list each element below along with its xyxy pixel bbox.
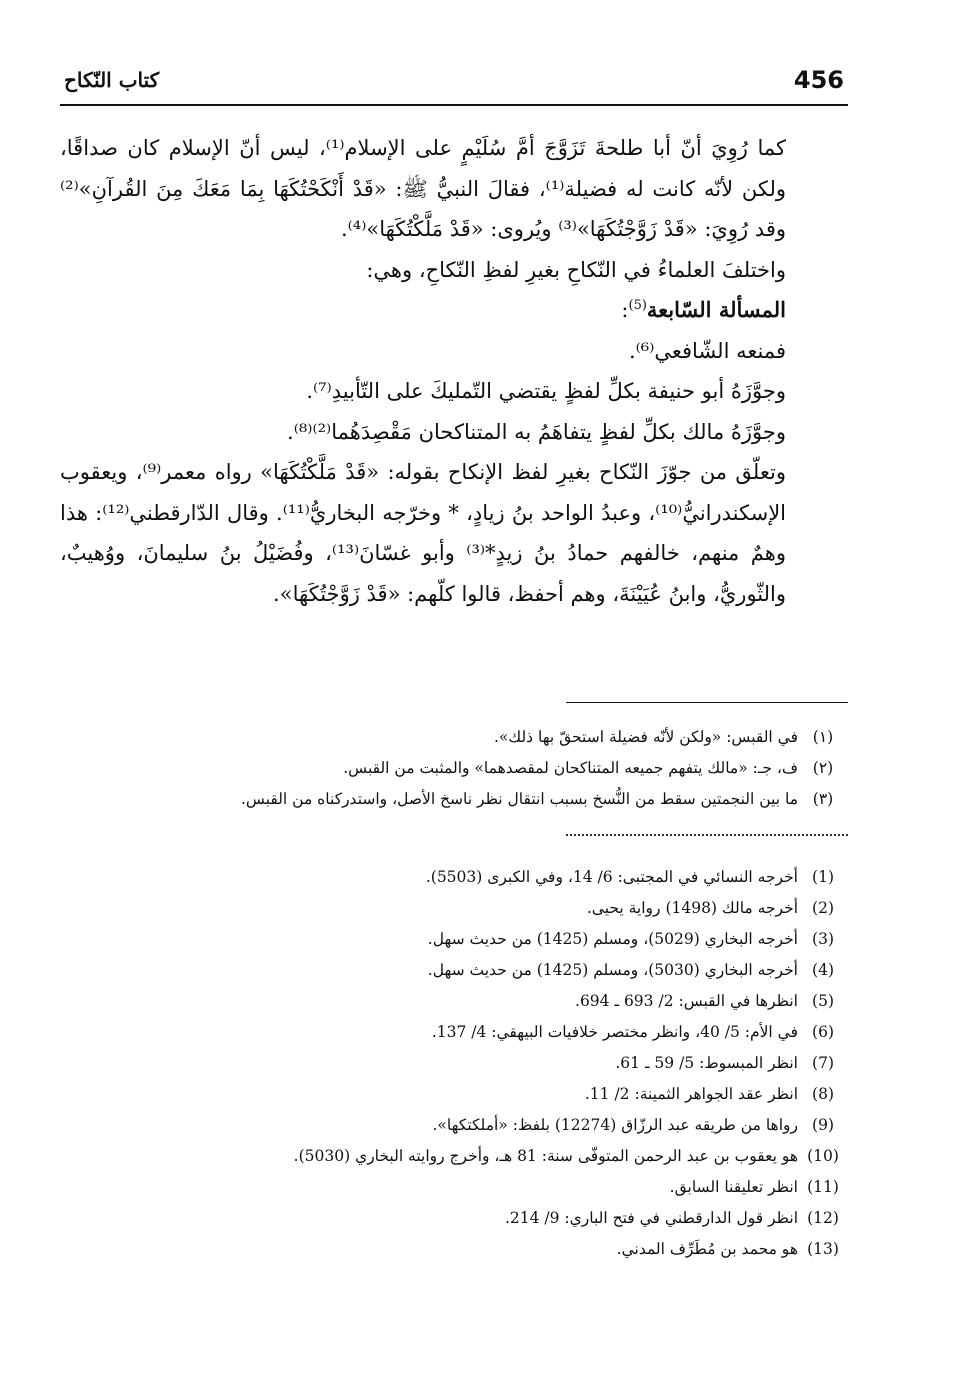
main-text	[60, 128, 848, 614]
footnote-text: انظر قول الدارقطني في فتح الباري: 9/ 214.	[504, 1209, 798, 1227]
footnote	[60, 1234, 848, 1265]
issue-heading-line	[60, 290, 848, 331]
footnote-text: ما بين النجمتين سقط من النُّسخ بسبب انتقال نظر ناسخ الأصل، واستدركناه من القبس.	[240, 790, 798, 808]
footnote	[60, 722, 848, 753]
footnote-text: ف، جـ: «مالك يتفهم جميعه المتناكحان لمقصدهما» والمثبت من القبس.	[343, 759, 798, 777]
footnote	[60, 955, 848, 986]
footnote-text: أخرجه البخاري (5029)، ومسلم (1425) من حديث سهل.	[427, 930, 798, 948]
footnote-text: انظر المبسوط: 5/ 59 ـ 61.	[615, 1054, 798, 1072]
paragraph: فمنعه الشّافعي⁽⁶⁾.	[628, 338, 786, 363]
footnote-text: أخرجه البخاري (5030)، ومسلم (1425) من حديث سهل.	[427, 961, 798, 979]
dotted-separator	[566, 834, 848, 836]
footnote	[60, 893, 848, 924]
footnote-text: انظر عقد الجواهر الثمينة: 2/ 11.	[584, 1085, 798, 1103]
footnote	[60, 986, 848, 1017]
footnote	[60, 1017, 848, 1048]
footnote-number: (5)	[812, 992, 834, 1010]
footnote	[60, 862, 848, 893]
footnote-number: (2)	[812, 899, 834, 917]
page-header	[60, 62, 848, 106]
issue-heading: المسألة السّابعة	[646, 297, 786, 322]
running-title: كتاب النّكاح	[64, 68, 160, 92]
footnote	[60, 1203, 848, 1234]
footnote-text: انظرها في القبس: 2/ 693 ـ 694.	[575, 992, 798, 1010]
footnote-text: أخرجه مالك (1498) رواية يحيى.	[586, 899, 798, 917]
footnote-number: (7)	[812, 1054, 834, 1072]
footnote	[60, 1141, 848, 1172]
footnote	[60, 1048, 848, 1079]
footnote-text: في الأم: 5/ 40، وانظر مختصر خلافيات البيهقي: 4/ 137.	[431, 1023, 798, 1041]
footnote-number: (9)	[812, 1116, 834, 1134]
footnote-number: (6)	[812, 1023, 834, 1041]
footnote-number: (11)	[807, 1178, 839, 1196]
footnote	[60, 1079, 848, 1110]
footnote-text: انظر تعليقنا السابق.	[669, 1178, 798, 1196]
footnote-text: هو يعقوب بن عبد الرحمن المتوفّى سنة: 81 هـ، وأخرج روايته البخاري (5030).	[293, 1147, 798, 1165]
footnote-text: أخرجه النسائي في المجتبى: 6/ 14، وفي الكبرى (5503).	[425, 868, 798, 886]
footnote-number: (8)	[812, 1085, 834, 1103]
footnote-number: (٢)	[812, 759, 834, 777]
footnote-number: (1)	[812, 868, 834, 886]
footnote	[60, 753, 848, 784]
footnote-number: (12)	[807, 1209, 839, 1227]
footnote-text: في القبس: «ولكن لأنّه فضيلة استحقّ بها ذلك».	[493, 728, 798, 746]
paragraph: وتعلّق من جوّزَ النّكاح بغيرِ لفظ الإنكاح بقوله: «قَدْ مَلَّكْتُكَهَا» رواه معمر⁽⁹⁾، ويعقوب الإسكندرانيُّ⁽¹⁰⁾، وعبدُ الواحد بنُ زيادٍ، * وخرّجه البخاريُّ⁽¹¹⁾. وقال الدّارقطني⁽¹²⁾: هذا وهمٌ منهم، خالفهم حمادُ بنُ زيدٍ*⁽³⁾ وأبو غسّانَ⁽¹³⁾، وفُضَيْلُ بنُ سليمانَ، ووُهيبٌ، والثّوريُّ، وابنُ عُيَيْنَةَ، وهم أحفظ، قالوا كلّهم: «قَدْ زَوَّجْتُكَهَا».	[60, 460, 787, 606]
footnote-number: (٣)	[812, 790, 834, 808]
footnote-number: (١)	[812, 728, 834, 746]
paragraph: كما رُوِيَ أنّ أبا طلحةَ تَزَوَّجَ أمَّ سُلَيْمٍ على الإسلام⁽¹⁾، ليس أنّ الإسلام كان صداقًا، ولكن لأنّه كانت له فضيلة⁽¹⁾، فقالَ النبيُّ ﷺ: «قَدْ أَنْكَحْتُكَهَا بِمَا مَعَكَ مِنَ القُرآنِ»⁽²⁾ وقد رُوِيَ: «قَدْ زَوَّجْتُكَهَا»⁽³⁾ ويُروى: «قَدْ مَلَّكْتُكَهَا»⁽⁴⁾.	[60, 136, 786, 241]
footnote-text: رواها من طريقه عبد الرزّاق (12274) بلفظ: «أملكتكها».	[432, 1116, 798, 1134]
heading-colon: :	[621, 298, 629, 322]
critical-notes	[60, 722, 848, 815]
footnote-marker: (5)	[628, 298, 647, 313]
page-number: 456	[793, 66, 844, 94]
footnote-separator	[566, 702, 848, 703]
footnote-text: هو محمد بن مُطَرِّف المدني.	[616, 1240, 798, 1258]
reference-notes	[60, 862, 848, 1265]
footnote-number: (3)	[812, 930, 834, 948]
footnote	[60, 924, 848, 955]
footnote	[60, 1110, 848, 1141]
paragraph: وجوَّزَهُ أبو حنيفة بكلِّ لفظٍ يقتضي التّمليكَ على التّأبيدِ⁽⁷⁾.	[306, 379, 786, 403]
footnote-number: (4)	[812, 961, 834, 979]
paragraph: وجوَّزَهُ مالك بكلِّ لفظٍ يتفاهَمُ به المتناكحان مَقْصِدَهُما⁽²⁾⁽⁸⁾.	[287, 419, 786, 444]
footnote-number: (13)	[807, 1240, 839, 1258]
footnote	[60, 784, 848, 815]
paragraph: واختلفَ العلماءُ في النّكاحِ بغيرِ لفظِ النّكاحِ، وهي:	[366, 257, 786, 282]
footnote-number: (10)	[807, 1147, 839, 1165]
footnote	[60, 1172, 848, 1203]
book-page	[60, 62, 848, 1258]
